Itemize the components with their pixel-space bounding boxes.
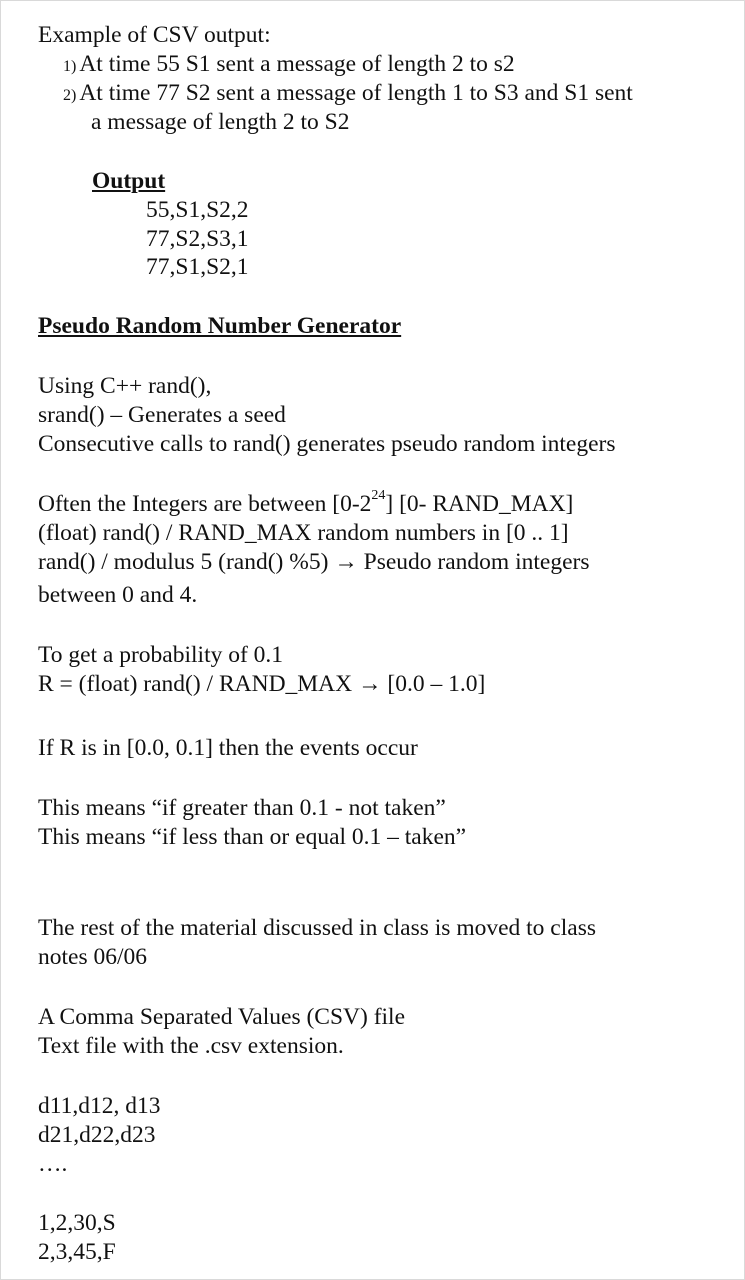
output-line: 77,S1,S2,1 [146,254,249,280]
prng-text-line: (float) rand() / RAND_MAX random numbers in [0 .. 1] [38,520,569,546]
item-text: At time 77 S2 sent a message of length 1 to S3 and S1 sent [79,80,633,106]
csv-sample-ellipsis: …. [38,1151,68,1177]
csv-sample-line: d11,d12, d13 [38,1093,161,1119]
item-text: At time 55 S1 sent a message of length 2 to s2 [79,51,515,77]
prng-heading: Pseudo Random Number Generator [38,313,402,339]
csv-example-item-2 [63,79,633,110]
csv-example-item-1 [63,50,515,81]
prng-text-line: srand() – Generates a seed [38,402,286,428]
csv-sample-line: d21,d22,d23 [38,1122,156,1148]
output-line: 77,S2,S3,1 [146,226,249,252]
range-suffix: ] [0- RAND_MAX] [385,491,574,517]
csv-example-item-2-continuation: a message of length 2 to S2 [91,109,350,135]
prng-text-line: To get a probability of 0.1 [38,642,284,668]
prng-text-line: If R is in [0.0, 0.1] then the events occur [38,735,418,761]
csv-sample-line: 1,2,30,S [38,1210,116,1236]
prng-text-line: This means “if greater than 0.1 - not taken” [38,795,446,821]
notes-text-line: A Comma Separated Values (CSV) file [38,1004,406,1030]
notes-text-line: notes 06/06 [38,944,148,970]
range-prefix: Often the Integers are between [0-2 [38,491,372,517]
notes-text-line: The rest of the material discussed in class is moved to class [38,915,596,941]
prng-text-line: Using C++ rand(), [38,373,212,399]
prng-text-line: This means “if less than or equal 0.1 – taken” [38,824,467,850]
item-number: 2) [63,87,77,104]
prng-text-line: rand() / modulus 5 (rand() %5) → Pseudo random integers [38,549,590,575]
csv-sample-line: 2,3,45,F [38,1239,116,1265]
item-number: 1) [63,58,77,75]
integer-range-line [38,490,573,518]
range-exponent: 24 [371,488,386,504]
output-line: 55,S1,S2,2 [146,197,249,223]
prng-text-line: R = (float) rand() / RAND_MAX → [0.0 – 1.0] [38,671,486,697]
csv-example-heading: Example of CSV output: [38,22,271,48]
prng-text-line: between 0 and 4. [38,582,198,608]
output-label: Output [92,168,166,194]
prng-text-line: Consecutive calls to rand() generates pseudo random integers [38,431,616,457]
notes-text-line: Text file with the .csv extension. [38,1033,344,1059]
